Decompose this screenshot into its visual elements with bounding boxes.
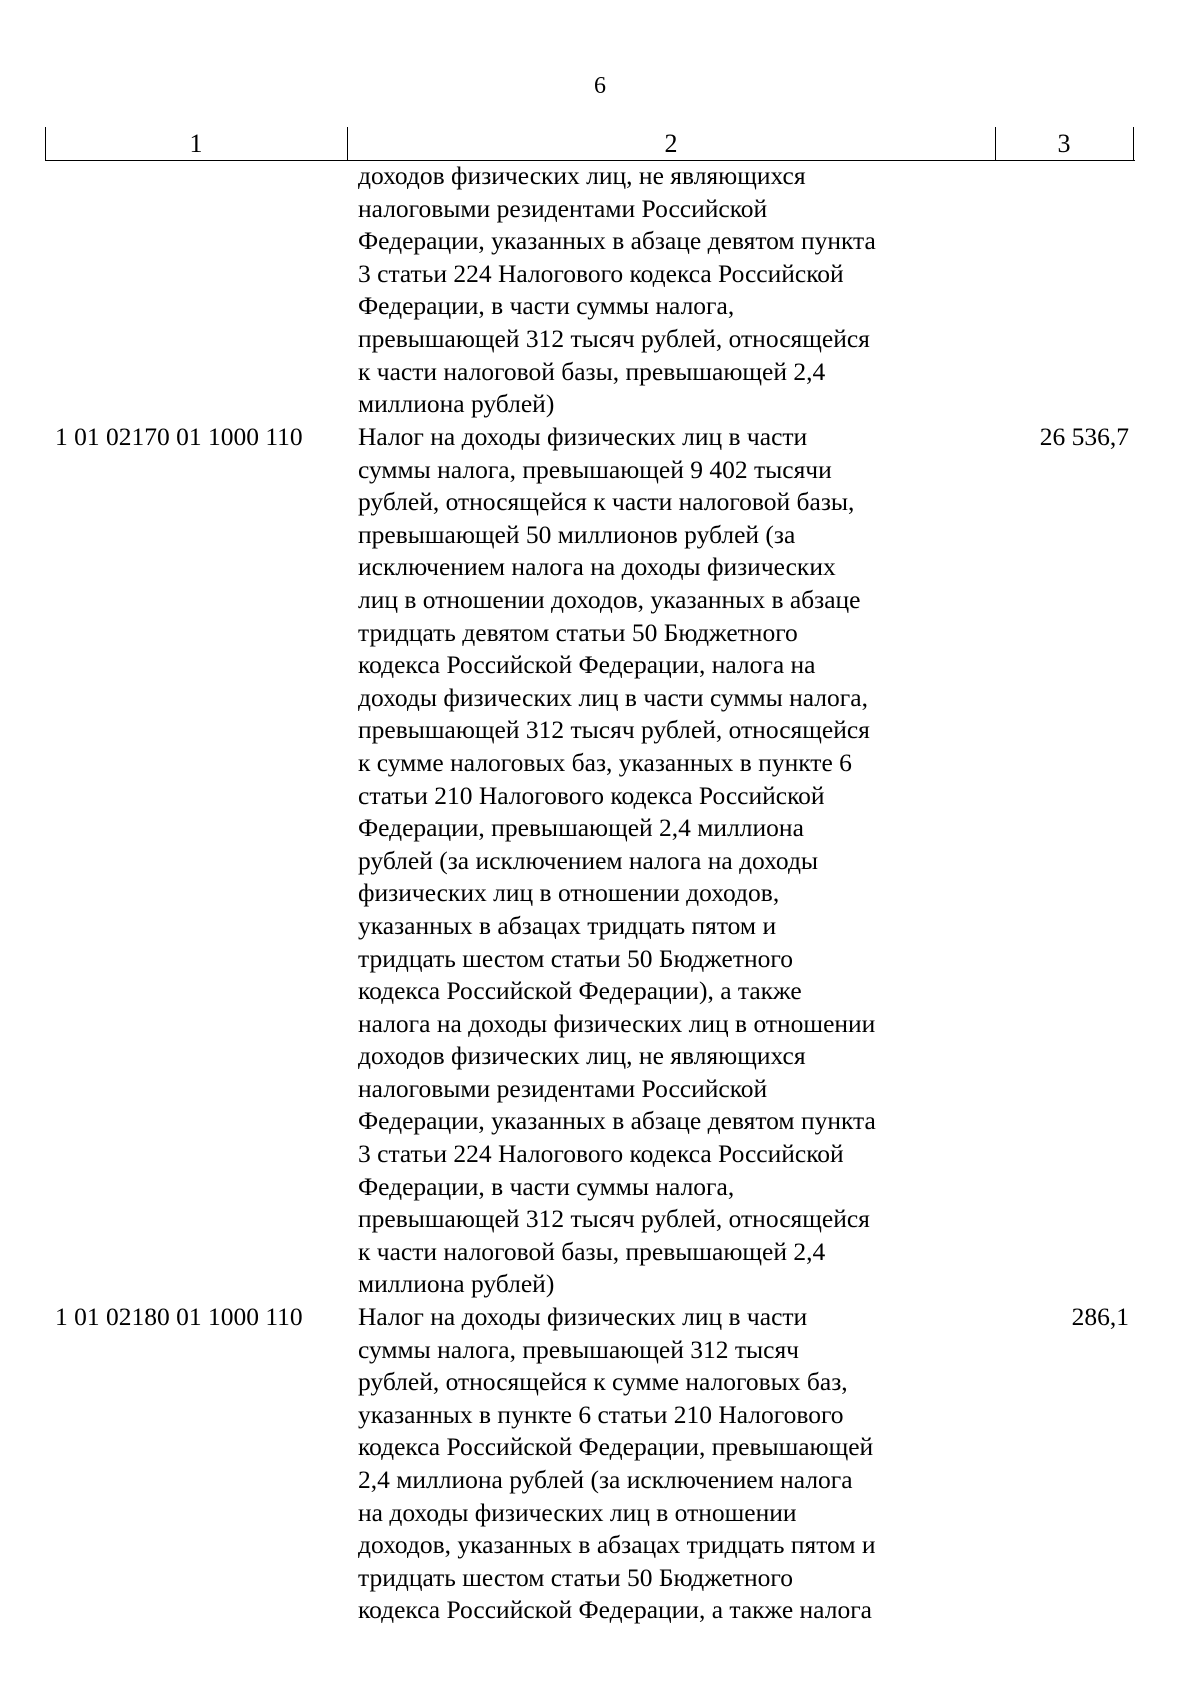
description-line: указанных в пункте 6 статьи 210 Налогового	[358, 1399, 844, 1429]
description-line: миллиона рублей)	[358, 1269, 555, 1299]
description-line: 2,4 миллиона рублей (за исключением налога	[358, 1464, 853, 1494]
description-line: к сумме налоговых баз, указанных в пункте 6	[358, 747, 852, 777]
header-divider-right	[1133, 127, 1134, 160]
description-line: тридцать шестом статьи 50 Бюджетного	[358, 943, 793, 973]
continuation-line: доходов физических лиц, не являющихся	[358, 161, 806, 190]
header-col-2: 2	[664, 129, 678, 158]
header-col-1: 1	[189, 129, 203, 158]
row-2-description	[358, 1301, 958, 1627]
row-1-description	[358, 421, 958, 1301]
description-line: доходов, указанных в абзацах тридцать пятом и	[358, 1530, 876, 1560]
description-line: доходов физических лиц, не являющихся	[358, 1041, 806, 1071]
continuation-line: к части налоговой базы, превышающей 2,4	[358, 356, 826, 386]
description-line: суммы налога, превышающей 9 402 тысячи	[358, 454, 832, 484]
continuation-line: 3 статьи 224 Налогового кодекса Российской	[358, 258, 844, 288]
description-line: лиц в отношении доходов, указанных в абзаце	[358, 584, 861, 614]
description-line: налоговыми резидентами Российской	[358, 1073, 768, 1103]
description-line: исключением налога на доходы физических	[358, 552, 836, 582]
description-line: кодекса Российской Федерации), а также	[358, 976, 802, 1006]
continuation-line: налоговыми резидентами Российской	[358, 193, 768, 223]
description-line: Федерации, в части суммы налога,	[358, 1171, 735, 1201]
description-line: налога на доходы физических лиц в отношении	[358, 1008, 876, 1038]
description-line: 3 статьи 224 Налогового кодекса Российской	[358, 1139, 844, 1169]
description-line: превышающей 50 миллионов рублей (за	[358, 519, 796, 549]
continuation-line: миллиона рублей)	[358, 389, 555, 419]
description-line: кодекса Российской Федерации, налога на	[358, 650, 816, 680]
description-line: указанных в абзацах тридцать пятом и	[358, 910, 777, 940]
table-header	[45, 127, 1135, 161]
continuation-text	[358, 160, 958, 421]
description-line: физических лиц в отношении доходов,	[358, 878, 780, 908]
description-line: Налог на доходы физических лиц в части	[358, 1302, 808, 1331]
description-line: рублей (за исключением налога на доходы	[358, 845, 819, 875]
header-col-3: 3	[1057, 129, 1071, 158]
row-2-code: 1 01 02180 01 1000 110	[55, 1302, 303, 1331]
description-line: тридцать шестом статьи 50 Бюджетного	[358, 1562, 793, 1592]
continuation-line: Федерации, в части суммы налога,	[358, 291, 735, 321]
description-line: рублей, относящейся к сумме налоговых баз,	[358, 1367, 848, 1397]
description-line: кодекса Российской Федерации, превышающей	[358, 1432, 874, 1462]
description-line: к части налоговой базы, превышающей 2,4	[358, 1236, 826, 1266]
row-1-code: 1 01 02170 01 1000 110	[55, 422, 303, 451]
description-line: превышающей 312 тысяч рублей, относящейся	[358, 1204, 870, 1234]
continuation-line: Федерации, указанных в абзаце девятом пункта	[358, 226, 876, 256]
description-line: статьи 210 Налогового кодекса Российской	[358, 780, 825, 810]
page-number: 6	[594, 73, 606, 99]
row-1-amount: 26 536,7	[1039, 422, 1129, 451]
description-line: Федерации, указанных в абзаце девятом пункта	[358, 1106, 876, 1136]
description-line: на доходы физических лиц в отношении	[358, 1497, 797, 1527]
description-line: Федерации, превышающей 2,4 миллиона	[358, 813, 804, 843]
description-line: превышающей 312 тысяч рублей, относящейся	[358, 715, 870, 745]
description-line: Налог на доходы физических лиц в части	[358, 422, 808, 451]
continuation-line: превышающей 312 тысяч рублей, относящейся	[358, 323, 870, 353]
description-line: кодекса Российской Федерации, а также налога	[358, 1595, 872, 1625]
description-line: доходы физических лиц в части суммы налога,	[358, 682, 868, 712]
description-line: тридцать девятом статьи 50 Бюджетного	[358, 617, 798, 647]
row-2-amount: 286,1	[1071, 1302, 1129, 1331]
description-line: рублей, относящейся к части налоговой базы,	[358, 487, 855, 517]
description-line: суммы налога, превышающей 312 тысяч	[358, 1334, 800, 1364]
